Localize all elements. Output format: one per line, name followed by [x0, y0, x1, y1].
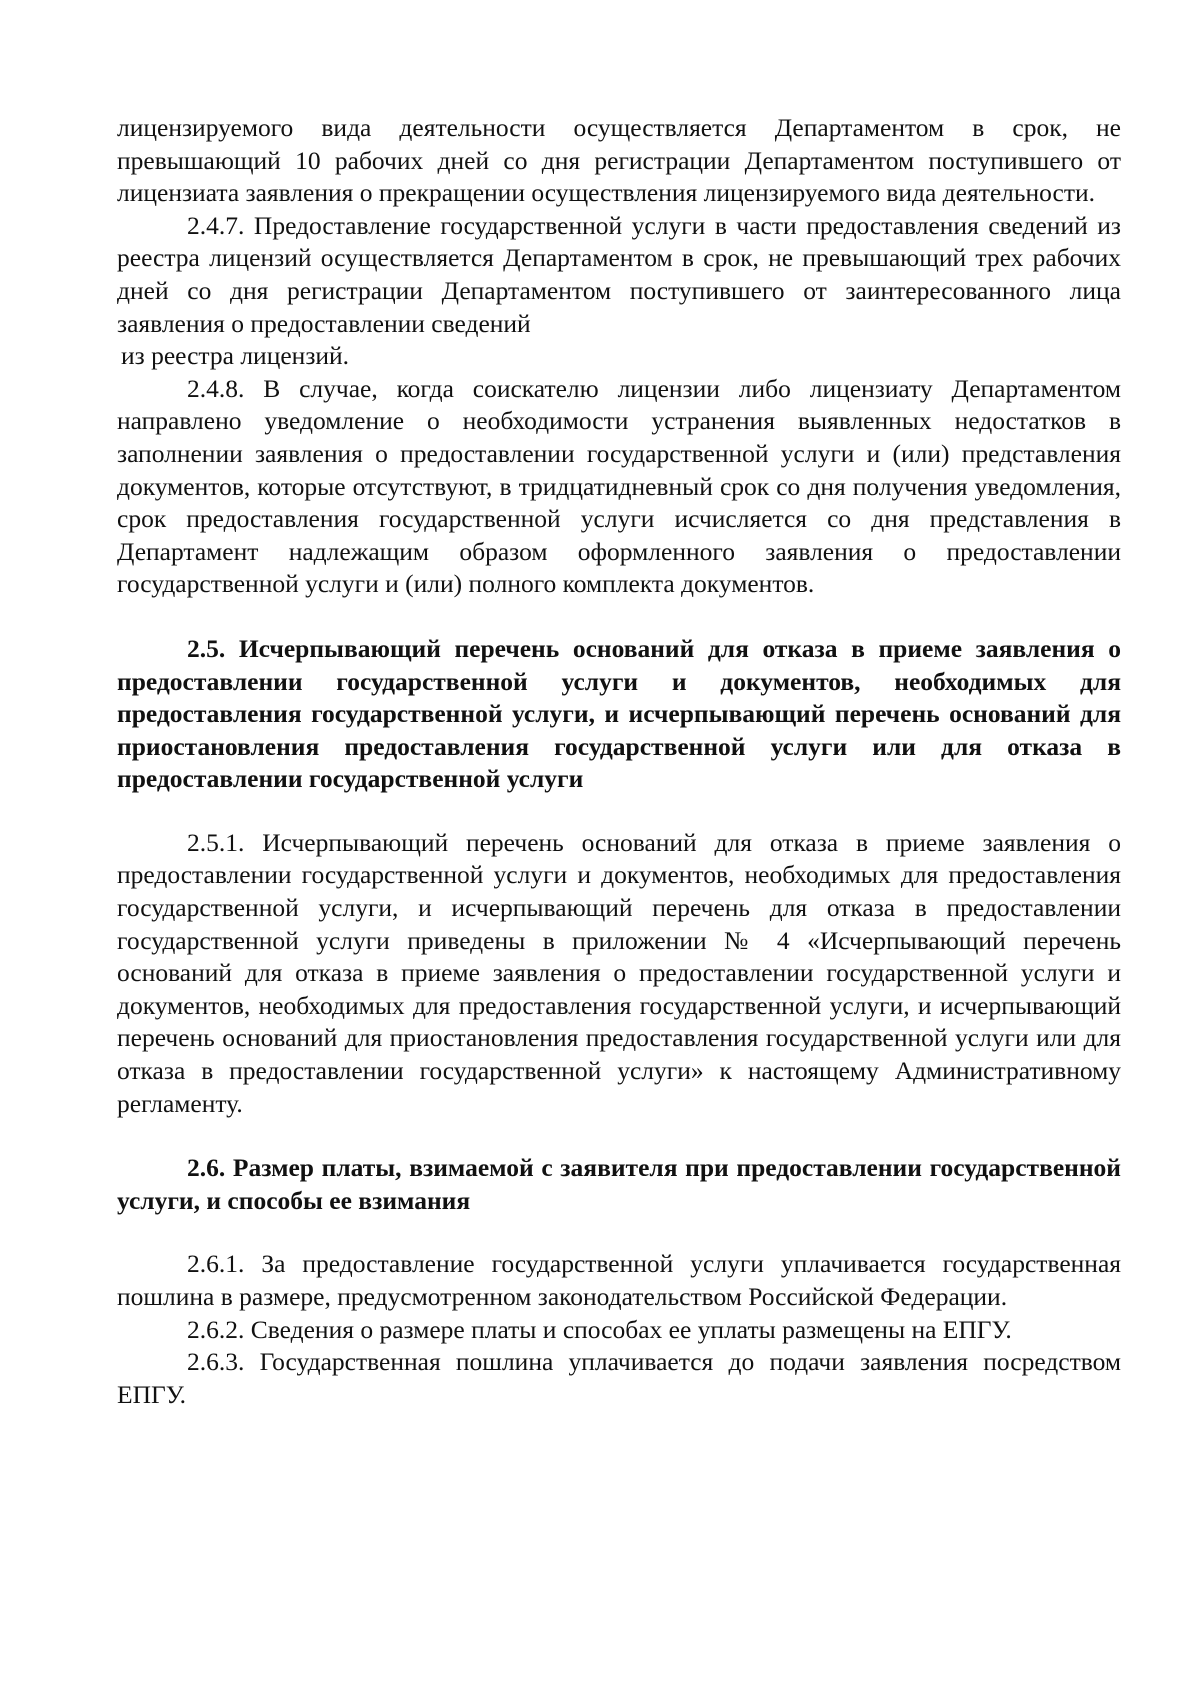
paragraph-2-6-1: 2.6.1. За предоставление государственной услуги уплачивается государственная пошлина в размере, предусмотренном законодательством Российской Федерации.	[117, 1249, 1121, 1311]
paragraph-2-6-3: 2.6.3. Государственная пошлина уплачивается до подачи заявления посредством ЕПГУ.	[117, 1347, 1121, 1409]
section-heading-2-5: 2.5. Исчерпывающий перечень оснований для отказа в приеме заявления о предоставлении государственной услуги и документов, необходимых для предоставления государственной услуги, и исчерпывающий перечень оснований для приостановления предоставления государственной услуги или для отказа в предоставлении государственной услуги	[117, 633, 1121, 794]
section-heading-2-6: 2.6. Размер платы, взимаемой с заявителя при предоставлении государственной услуги, и способы ее взимания	[117, 1153, 1121, 1215]
paragraph-2-4-7: 2.4.7. Предоставление государственной услуги в части предоставления сведений из реестра лицензий осуществляется Департаментом в срок, не превышающий трех рабочих дней со дня регистрации Департаментом поступившего от заинтересованного лица заявления о предоставлении сведений	[117, 210, 1121, 338]
paragraph-2-6-2: 2.6.2. Сведения о размере платы и способах ее уплаты размещены на ЕПГУ.	[187, 1314, 1012, 1344]
paragraph-2-4-7-tail: из реестра лицензий.	[121, 341, 350, 371]
paragraph-continuation: лицензируемого вида деятельности осуществляется Департаментом в срок, не превышающий 10 рабочих дней со дня регистрации Департаментом поступившего от лицензиата заявления о прекращении осуществления лицензируемого вида деятельности.	[117, 113, 1121, 208]
document-page	[117, 112, 1121, 1411]
paragraph-2-4-8: 2.4.8. В случае, когда соискателю лицензии либо лицензиату Департаментом направлено уведомление о необходимости устранения выявленных недостатков в заполнении заявления о предоставлении государственной услуги и (или) представления документов, которые отсутствуют, в тридцатидневный срок со дня получения уведомления, срок предоставления государственной услуги исчисляется со дня представления в Департамент надлежащим образом оформленного заявления о предоставлении государственной услуги и (или) полного комплекта документов.	[117, 373, 1121, 599]
paragraph-2-5-1: 2.5.1. Исчерпывающий перечень оснований для отказа в приеме заявления о предоставлении государственной услуги и документов, необходимых для предоставления государственной услуги, и исчерпывающий перечень для отказа в предоставлении государственной услуги приведены в приложении № 4 «Исчерпывающий перечень оснований для отказа в приеме заявления о предоставлении государственной услуги и документов, необходимых для предоставления государственной услуги, и исчерпывающий перечень оснований для приостановления предоставления государственной услуги или для отказа в предоставлении государственной услуги» к настоящему Административному регламенту.	[117, 827, 1121, 1118]
